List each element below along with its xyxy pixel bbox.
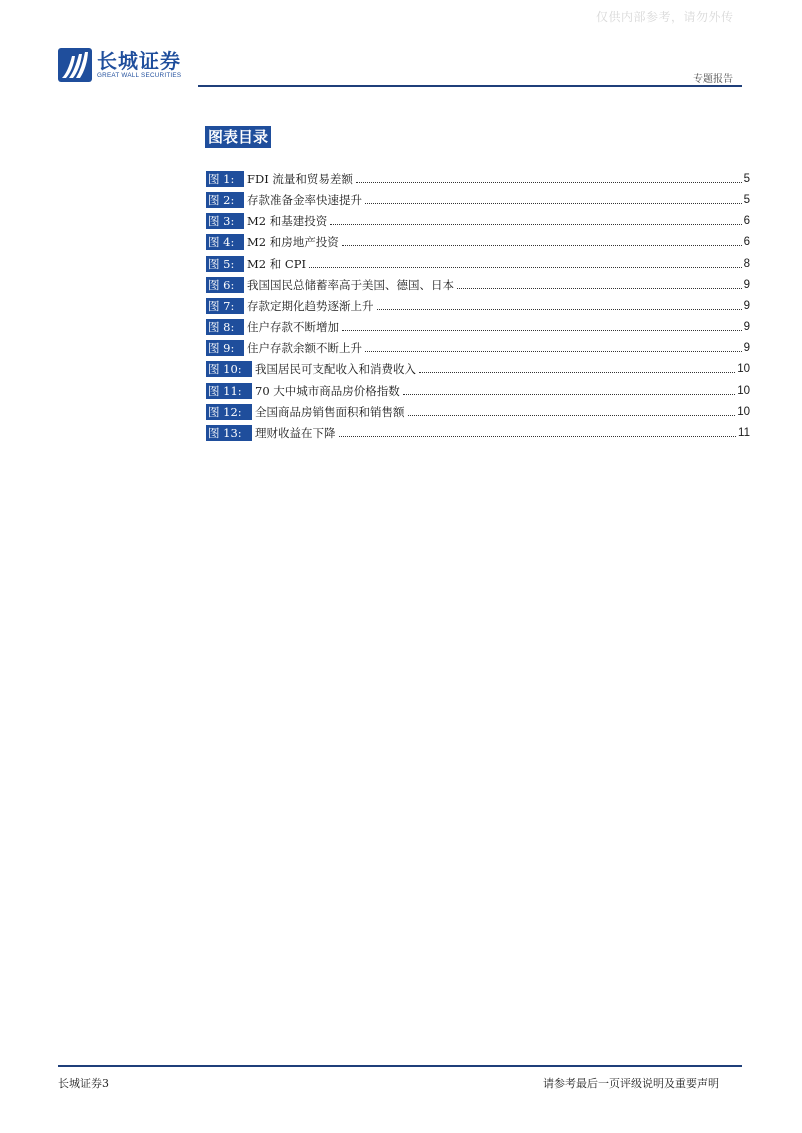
toc-entry-label: 图 2: [206, 192, 244, 208]
toc-entry-page: 9 [743, 299, 750, 312]
toc-entry-page: 5 [743, 194, 750, 207]
toc-dot-leader [339, 436, 737, 437]
toc-entry-page: 10 [737, 384, 750, 397]
toc-title: 图表目录 [205, 126, 271, 148]
toc-entry-label: 图 3: [206, 213, 244, 229]
report-type: 专题报告 [693, 74, 733, 85]
toc-dot-leader [457, 288, 742, 289]
toc-dot-leader [403, 394, 735, 395]
toc-entry-text: FDI 流量和贸易差额 [247, 172, 353, 186]
toc-entry-page: 8 [743, 257, 750, 270]
toc-entry[interactable] [206, 423, 750, 443]
brand-name-en: GREAT WALL SECURITIES [97, 72, 182, 79]
toc-entry[interactable] [206, 317, 750, 337]
toc-entry-text: M2 和 CPI [247, 256, 306, 271]
toc-entry-text: 存款定期化趋势逐渐上升 [247, 298, 374, 313]
toc-entry-label: 图 11: [206, 383, 252, 399]
toc-entry-text: 全国商品房销售面积和销售额 [255, 404, 405, 419]
toc-dot-leader [365, 351, 742, 352]
footer-company-page: 长城证券3 [58, 1077, 109, 1090]
toc-entry-page: 6 [743, 215, 750, 228]
toc-dot-leader [419, 372, 735, 373]
brand-name-cn: 长城证券 [97, 49, 181, 73]
toc-entry-label: 图 6: [206, 277, 244, 293]
toc-entry-label: 图 8: [206, 319, 244, 335]
toc-entry-text: 住户存款余额不断上升 [247, 341, 362, 356]
toc-dot-leader [377, 309, 742, 310]
toc-entry-text: 70 大中城市商品房价格指数 [255, 383, 400, 398]
toc-entry[interactable] [206, 402, 750, 422]
toc-entry-label: 图 9: [206, 340, 244, 356]
toc-dot-leader [408, 415, 736, 416]
toc-entry-label: 图 10: [206, 361, 252, 377]
toc-entry[interactable] [206, 381, 750, 401]
toc-entry-label: 图 1: [206, 171, 244, 187]
toc-entry-text: M2 和基建投资 [247, 214, 328, 229]
toc-entry-page: 9 [743, 342, 750, 355]
great-wall-logo-icon [58, 48, 92, 82]
toc-entry-page: 11 [738, 426, 750, 439]
toc-entry-text: 我国居民可支配收入和消费收入 [255, 362, 416, 377]
toc-entry[interactable] [206, 211, 750, 231]
toc-entry[interactable] [206, 296, 750, 316]
company-logo [58, 48, 181, 82]
toc-entry[interactable] [206, 338, 750, 358]
toc-entry-label: 图 13: [206, 425, 252, 441]
toc-entry-label: 图 5: [206, 256, 244, 272]
toc-entry[interactable] [206, 275, 750, 295]
toc-entry[interactable] [206, 232, 750, 252]
toc-dot-leader [365, 203, 742, 204]
toc-entry-label: 图 7: [206, 298, 244, 314]
footer-disclaimer: 请参考最后一页评级说明及重要声明 [543, 1077, 719, 1090]
toc-entry-text: 我国国民总储蓄率高于美国、德国、日本 [247, 277, 454, 292]
toc-entry-page: 6 [743, 236, 750, 249]
toc-dot-leader [342, 330, 742, 331]
toc-entry-text: M2 和房地产投资 [247, 235, 339, 250]
toc-entry-text: 理财收益在下降 [255, 425, 336, 440]
toc-entry-page: 9 [743, 278, 750, 291]
toc-entry-text: 存款准备金率快速提升 [247, 193, 362, 208]
header-divider [198, 85, 742, 87]
toc-entry[interactable] [206, 190, 750, 210]
toc-entry-label: 图 12: [206, 404, 252, 420]
toc-dot-leader [342, 245, 742, 246]
toc-entry[interactable] [206, 169, 750, 189]
toc-dot-leader [309, 267, 742, 268]
toc-entry-page: 10 [737, 363, 750, 376]
toc-entry-page: 5 [743, 173, 750, 185]
figure-list [206, 169, 750, 444]
toc-dot-leader [356, 182, 742, 183]
watermark: 仅供内部参考，请勿外传 [596, 10, 734, 24]
toc-entry-label: 图 4: [206, 234, 244, 250]
footer-divider [58, 1065, 742, 1067]
toc-entry[interactable] [206, 254, 750, 274]
toc-entry[interactable] [206, 359, 750, 379]
toc-entry-page: 10 [737, 405, 750, 418]
toc-entry-text: 住户存款不断增加 [247, 320, 339, 335]
toc-dot-leader [330, 224, 741, 225]
toc-entry-page: 9 [743, 321, 750, 334]
